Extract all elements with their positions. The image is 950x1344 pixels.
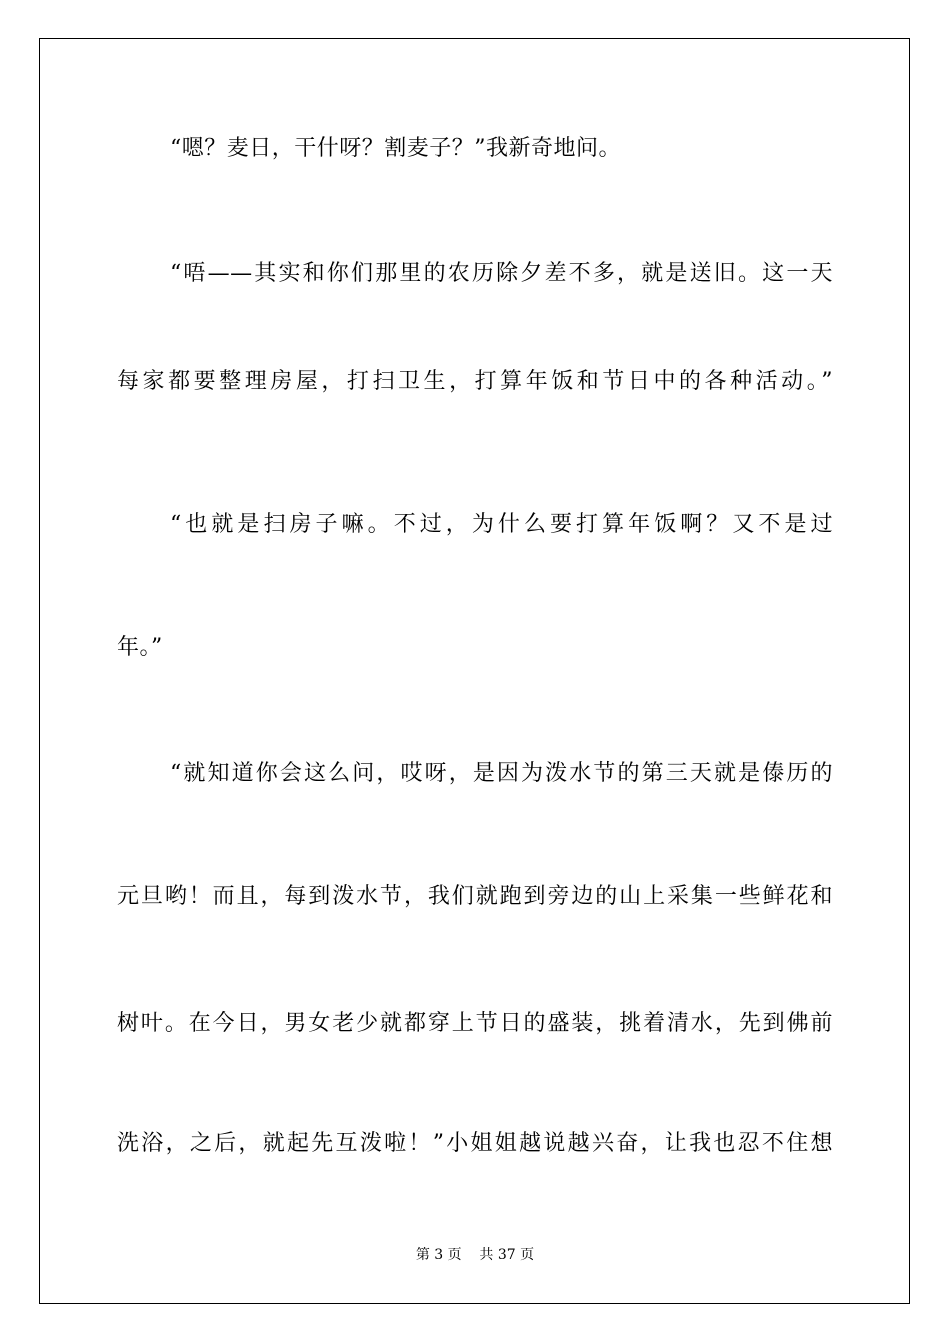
page-number-footer: 第 3 页 共 37 页 — [415, 1247, 535, 1263]
paragraph-line: 洗浴，之后，就起先互泼啦！”小姐姐越说越兴奋，让我也忍不住想 — [117, 1131, 833, 1156]
paragraph-line: “就知道你会这么问，哎呀，是因为泼水节的第三天就是傣历的 — [170, 761, 833, 786]
paragraph-line: 树叶。在今日，男女老少就都穿上节日的盛装，挑着清水，先到佛前 — [117, 1011, 833, 1036]
paragraph-line: “也就是扫房子嘛。不过，为什么要打算年饭啊？又不是过 — [170, 512, 833, 537]
paragraph-line: 元旦哟！而且，每到泼水节，我们就跑到旁边的山上采集一些鲜花和 — [117, 884, 833, 909]
paragraph-line: “唔——其实和你们那里的农历除夕差不多，就是送旧。这一天 — [170, 261, 833, 286]
page-border — [39, 38, 910, 1304]
paragraph-line: “嗯？麦日，干什呀？割麦子？”我新奇地问。 — [170, 136, 621, 161]
paragraph-line: 年。” — [117, 635, 163, 660]
paragraph-line: 每家都要整理房屋，打扫卫生，打算年饭和节日中的各种活动。” — [117, 369, 833, 394]
